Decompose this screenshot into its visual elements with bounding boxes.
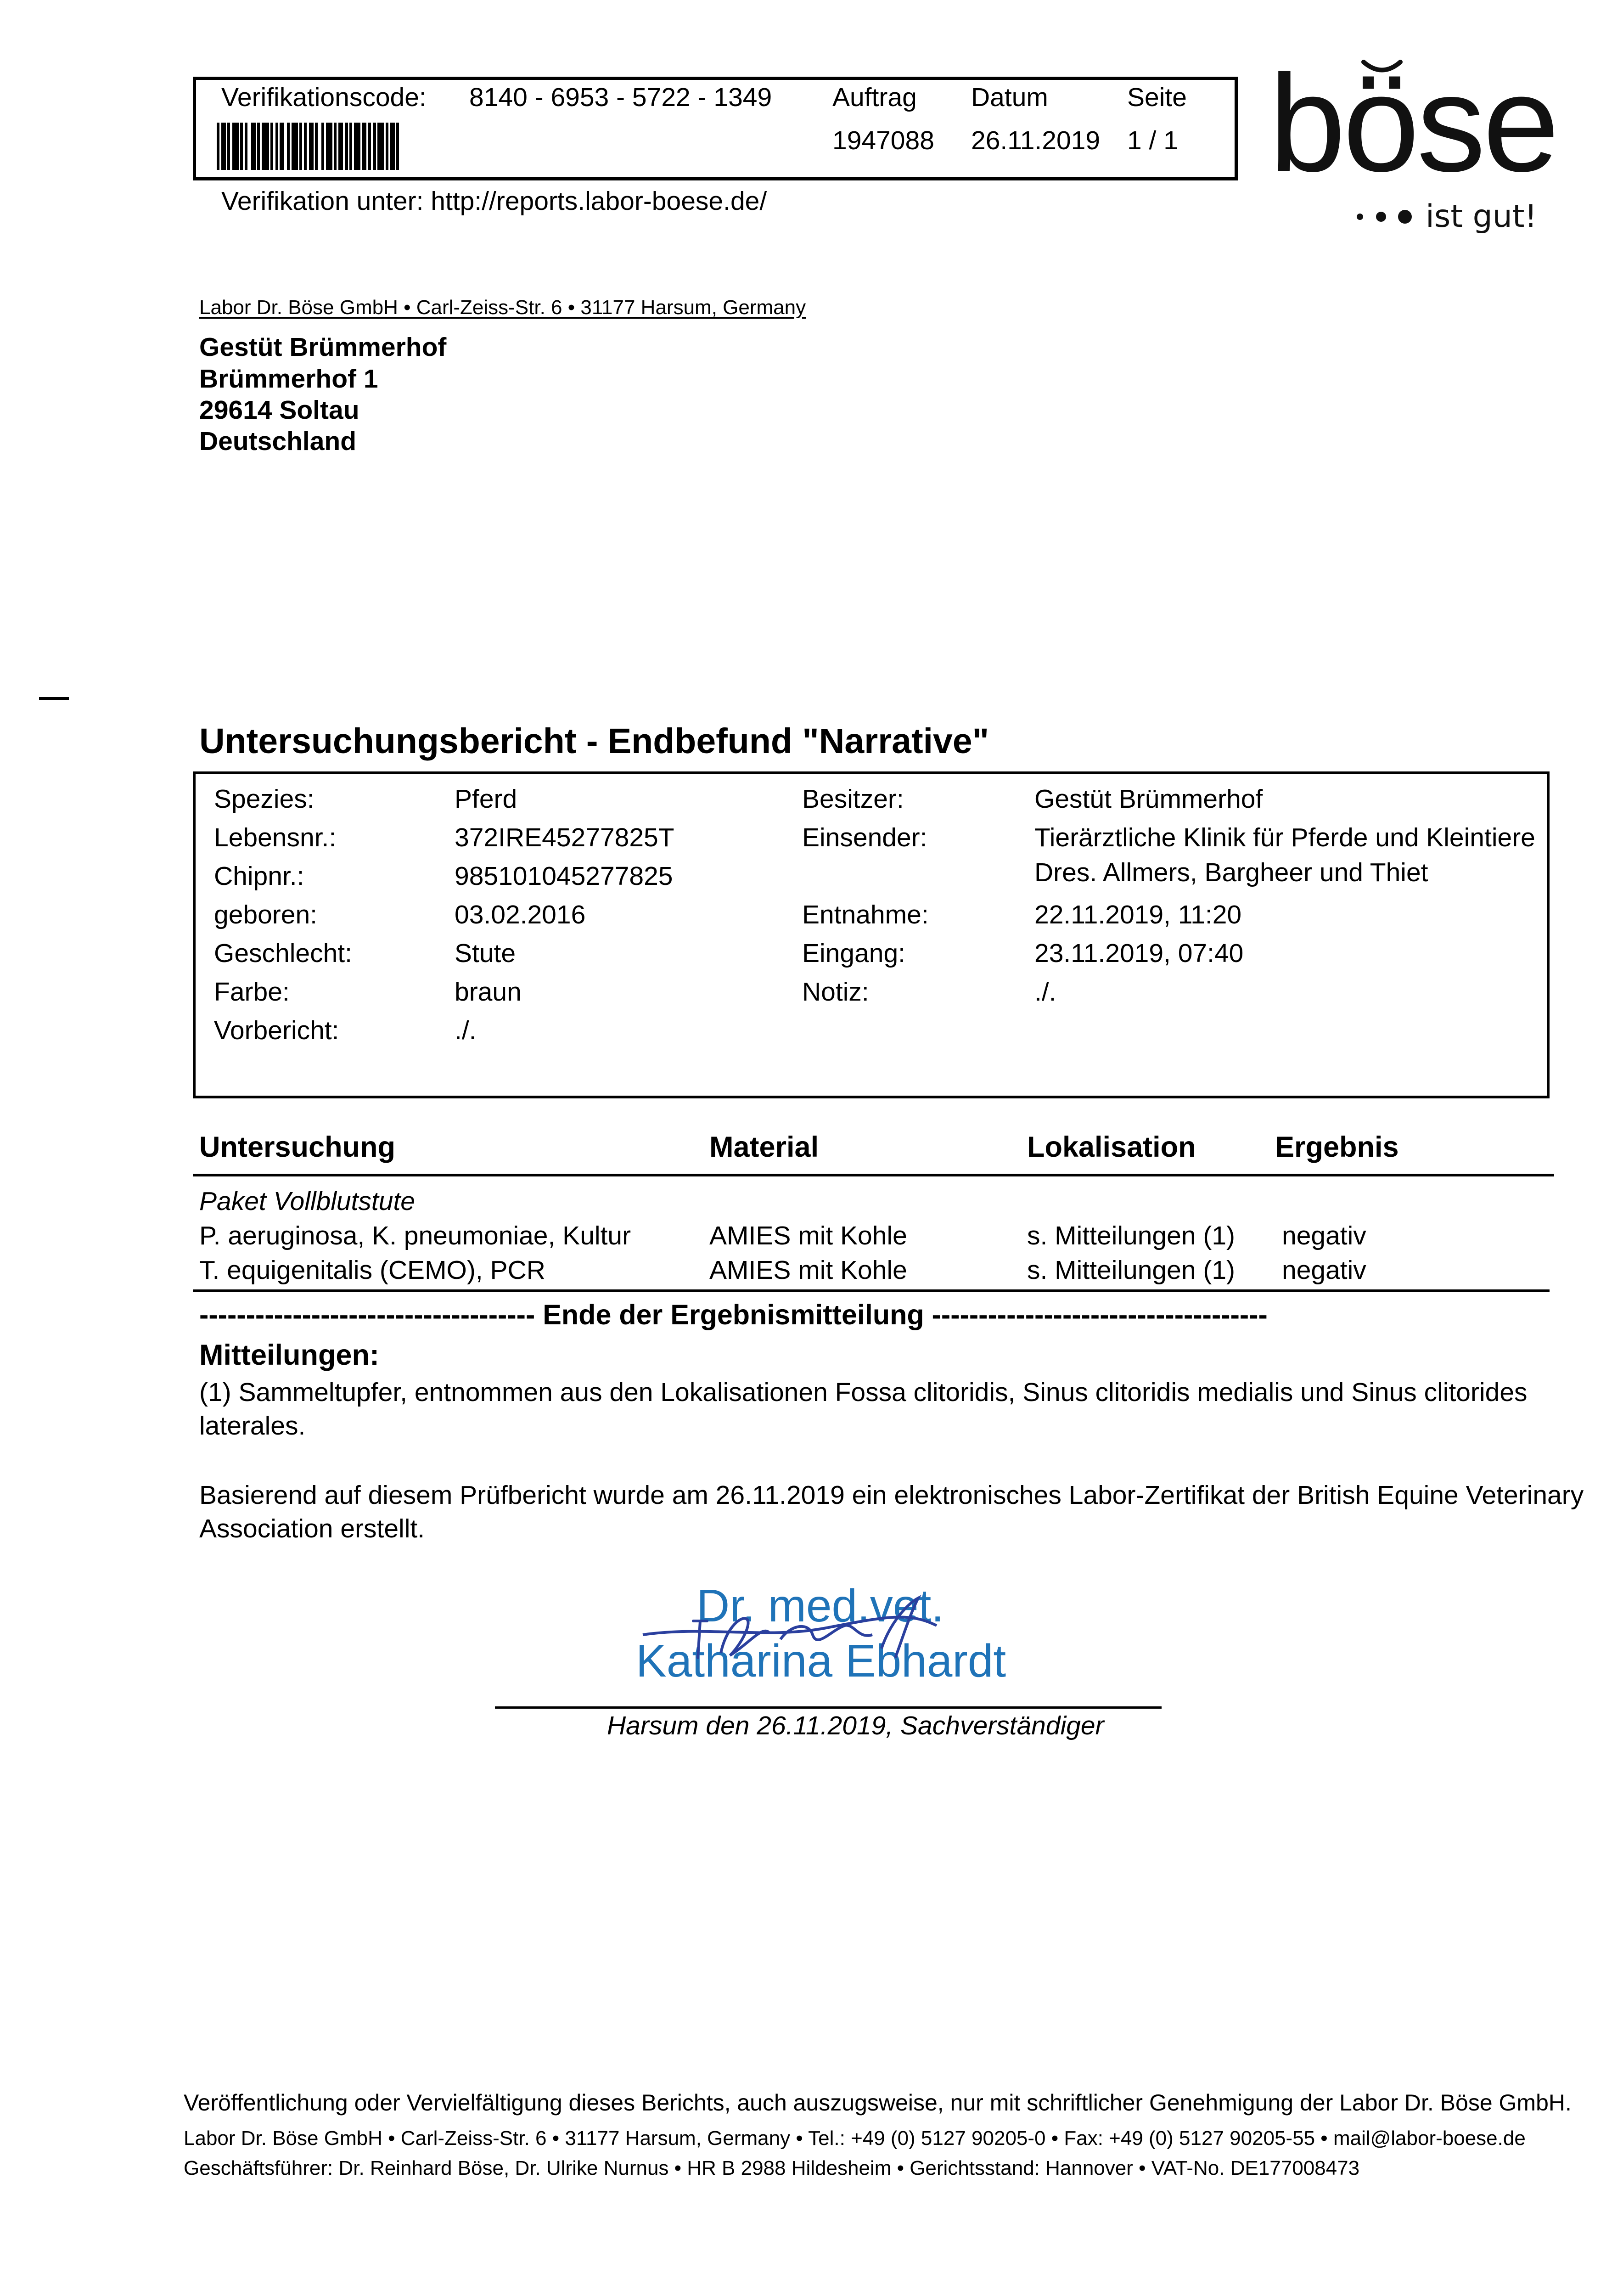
result-row-1-test: P. aeruginosa, K. pneumoniae, Kultur	[199, 1221, 631, 1250]
result-row-2-material: AMIES mit Kohle	[709, 1255, 907, 1285]
barcode-bar	[257, 123, 260, 170]
note-1-line-2: laterales.	[199, 1411, 306, 1441]
recipient-street: Brümmerhof 1	[199, 364, 378, 394]
sex-label: Geschlecht:	[214, 939, 352, 968]
barcode-bar	[309, 123, 314, 170]
verification-code: 8140 - 6953 - 5722 - 1349	[469, 83, 772, 112]
receipt-label: Eingang:	[802, 939, 906, 968]
receipt-value: 23.11.2019, 07:40	[1034, 939, 1244, 968]
notes-heading: Mitteilungen:	[199, 1339, 379, 1371]
end-of-results-marker: ------------------------------------ Ende der Ergebnismitteilung ------------------------------------	[199, 1299, 1268, 1330]
datum-label: Datum	[971, 83, 1048, 112]
color-value: braun	[455, 977, 522, 1007]
barcode-bar	[390, 123, 395, 170]
result-row-1-location: s. Mitteilungen (1)	[1027, 1221, 1236, 1250]
barcode-bar	[292, 123, 298, 170]
barcode-bar	[377, 123, 384, 170]
barcode-bar	[245, 123, 247, 170]
species-label: Spezies:	[214, 784, 314, 814]
owner-value: Gestüt Brümmerhof	[1034, 784, 1263, 814]
footer-management: Geschäftsführer: Dr. Reinhard Böse, Dr. Ulrike Nurnus • HR B 2988 Hildesheim • Gerichtsstand: Hannover • VAT-No. DE177008473	[184, 2157, 1360, 2179]
barcode-bar	[262, 123, 269, 170]
birth-date-label: geboren:	[214, 900, 318, 929]
sex-value: Stute	[455, 939, 516, 968]
barcode-bar	[326, 123, 332, 170]
birth-date-value: 03.02.2016	[455, 900, 586, 929]
logo-tagline: ist gut!	[1426, 198, 1537, 235]
footer-notice: Veröffentlichung oder Vervielfältigung dieses Berichts, auch auszugsweise, nur mit schriftlicher Genehmigung der Labor Dr. Böse GmbH.	[184, 2090, 1572, 2116]
barcode-bar	[368, 123, 371, 170]
barcode-bar	[251, 123, 256, 170]
table-bottom-rule	[193, 1289, 1550, 1292]
handwritten-signature	[615, 1570, 1028, 1685]
barcode-bar	[321, 123, 324, 170]
column-header-location: Lokalisation	[1027, 1131, 1196, 1163]
barcode-bar	[304, 123, 307, 170]
verification-url: Verifikation unter: http://reports.labor-boese.de/	[221, 186, 767, 216]
seite-value: 1 / 1	[1127, 126, 1178, 155]
barcode-bar	[217, 123, 219, 170]
sampling-value: 22.11.2019, 11:20	[1034, 900, 1242, 929]
animal-info-box	[193, 771, 1550, 1098]
submitter-clinic: Tierärztliche Klinik für Pferde und Kleintiere	[1034, 823, 1535, 852]
footer-contact: Labor Dr. Böse GmbH • Carl-Zeiss-Str. 6 • 31177 Harsum, Germany • Tel.: +49 (0) 5127 90205-0 • Fax: +49 (0) 5127 90205-55 • mail@labor-boese.de	[184, 2127, 1526, 2150]
table-header-rule	[193, 1174, 1554, 1176]
recipient-country: Deutschland	[199, 427, 357, 456]
species-value: Pferd	[455, 784, 517, 814]
barcode-bar	[345, 123, 348, 170]
note-label: Notiz:	[802, 977, 869, 1007]
barcode-bar	[386, 123, 388, 170]
seite-label: Seite	[1127, 83, 1187, 112]
barcode-image	[217, 123, 555, 170]
column-header-result: Ergebnis	[1275, 1131, 1399, 1163]
barcode-bar	[240, 123, 243, 170]
barcode-bar	[275, 123, 278, 170]
owner-label: Besitzer:	[802, 784, 904, 814]
barcode-bar	[315, 123, 318, 170]
result-row-2-result: negativ	[1282, 1255, 1366, 1285]
barcode-bar	[270, 123, 273, 170]
recipient-city: 29614 Soltau	[199, 395, 359, 425]
preliminary-report-label: Vorbericht:	[214, 1016, 339, 1045]
signature-line	[495, 1706, 1162, 1709]
barcode-bar	[338, 123, 343, 170]
barcode-bar	[396, 123, 399, 170]
barcode-bar	[280, 123, 284, 170]
result-row-2-test: T. equigenitalis (CEMO), PCR	[199, 1255, 545, 1285]
barcode-bar	[221, 123, 226, 170]
result-row-1-material: AMIES mit Kohle	[709, 1221, 907, 1250]
auftrag-value: 1947088	[832, 126, 934, 155]
barcode-bar	[362, 123, 366, 170]
certificate-note-line-2: Association erstellt.	[199, 1514, 425, 1543]
sampling-label: Entnahme:	[802, 900, 929, 929]
submitter-doctors: Dres. Allmers, Bargheer und Thiet	[1034, 858, 1428, 887]
certificate-note-line-1: Basierend auf diesem Prüfbericht wurde am 26.11.2019 ein elektronisches Labor-Zertifikat der British Equine Veterinary	[199, 1480, 1584, 1510]
note-1-line-1: (1) Sammeltupfer, entnommen aus den Lokalisationen Fossa clitoridis, Sinus clitoridis medialis und Sinus clitorides	[199, 1378, 1528, 1407]
barcode-bar	[349, 123, 352, 170]
verification-code-label: Verifikationscode:	[221, 83, 427, 112]
result-row-1-result: negativ	[1282, 1221, 1366, 1250]
signature-caption: Harsum den 26.11.2019, Sachverständiger	[607, 1711, 1104, 1740]
logo-smile-icon	[1295, 53, 1469, 90]
fold-mark	[39, 697, 69, 700]
datum-value: 26.11.2019	[971, 126, 1101, 155]
barcode-bar	[227, 123, 230, 170]
life-number-label: Lebensnr.:	[214, 823, 337, 852]
signature-title: Dr. med.vet.	[696, 1580, 944, 1632]
chip-number-value: 985101045277825	[455, 861, 673, 891]
auftrag-label: Auftrag	[832, 83, 917, 112]
barcode-bar	[373, 123, 376, 170]
barcode-bar	[232, 123, 239, 170]
report-title: Untersuchungsbericht - Endbefund "Narrative"	[199, 721, 989, 761]
column-header-test: Untersuchung	[199, 1131, 396, 1163]
recipient-name: Gestüt Brümmerhof	[199, 332, 447, 362]
boese-logo: böse	[1269, 46, 1557, 200]
note-value: ./.	[1034, 977, 1056, 1007]
logo-dots-icon	[1354, 208, 1419, 226]
result-row-2-location: s. Mitteilungen (1)	[1027, 1255, 1236, 1285]
submitter-label: Einsender:	[802, 823, 927, 852]
package-name: Paket Vollblutstute	[199, 1187, 415, 1216]
color-label: Farbe:	[214, 977, 290, 1007]
chip-number-label: Chipnr.:	[214, 861, 304, 891]
barcode-bar	[354, 123, 360, 170]
column-header-material: Material	[709, 1131, 819, 1163]
life-number-value: 372IRE45277825T	[455, 823, 674, 852]
preliminary-report-value: ./.	[455, 1016, 477, 1045]
signature-name: Katharina Ebhardt	[636, 1635, 1006, 1687]
barcode-bar	[299, 123, 302, 170]
barcode-bar	[287, 123, 290, 170]
sender-return-address: Labor Dr. Böse GmbH • Carl-Zeiss-Str. 6 • 31177 Harsum, Germany	[199, 296, 806, 319]
barcode-bar	[334, 123, 337, 170]
